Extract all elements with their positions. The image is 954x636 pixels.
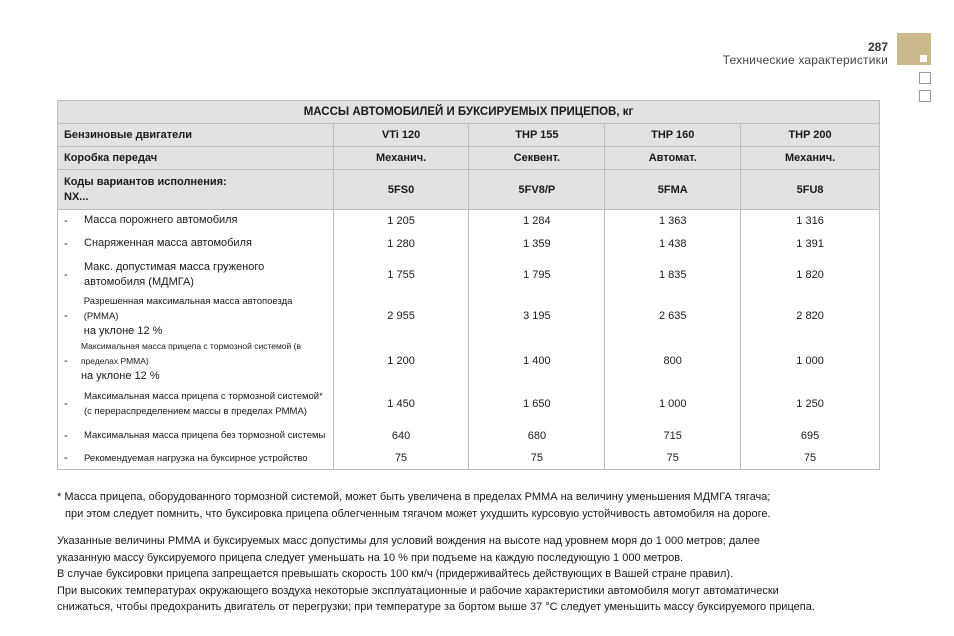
row-label-text: Максимальная масса прицепа с тормозной системой (в пределах РММА) <box>80 340 301 366</box>
section-tab-box <box>919 72 931 84</box>
table-cell: 1 280 <box>333 232 469 256</box>
row-dash: - <box>64 452 68 465</box>
table-cell: 1 284 <box>469 210 605 232</box>
notes-line: снижаться, чтобы предохранить двигатель от перегрузки; при температуре за бортом выше 37 °C следует уменьшить массу буксируемого прицепа. <box>57 601 815 613</box>
row-label-text: Макс. допустимая масса груженого <box>84 260 265 273</box>
row-label-text: на уклоне 12 % <box>83 324 163 337</box>
row-label <box>58 448 334 470</box>
table-cell: 1 205 <box>333 210 469 232</box>
section-title: Технические характеристики <box>722 53 888 67</box>
gearbox-label: Коробка передач <box>58 147 334 170</box>
row-dash: - <box>64 237 68 250</box>
row-label <box>58 232 334 256</box>
table-cell: 1 200 <box>333 339 469 384</box>
table-cell: 1 820 <box>741 256 880 294</box>
row-label <box>58 384 334 424</box>
table-row <box>58 424 880 448</box>
notes-line: Указанные величины РММА и буксируемых масс допустимы для условий вождения на высоте над уровнем моря до 1 000 метров; далее <box>57 535 761 547</box>
row-label-text: автомобиля (МДМГА) <box>84 275 194 288</box>
table-row <box>58 384 880 424</box>
table-cell: 1 391 <box>741 232 880 256</box>
table-title-row <box>58 101 880 124</box>
row-dash: - <box>64 397 68 410</box>
footnote-line: при этом следует помнить, что буксировка прицепа облегченным тягачом может ухудшить курсовую устойчивость автомобиля на дороге. <box>65 508 771 520</box>
table-row <box>58 210 880 232</box>
table-cell: 75 <box>605 448 741 470</box>
row-label <box>58 424 334 448</box>
row-label-text: Разрешенная максимальная масса автопоезда (РММА) <box>83 295 293 322</box>
codes-label-line: Коды вариантов исполнения: <box>64 175 227 188</box>
codes-label-line: NX... <box>64 190 89 203</box>
row-label <box>58 256 334 294</box>
table-row <box>58 256 880 294</box>
table-cell: 75 <box>333 448 469 470</box>
table-cell: 1 650 <box>469 384 605 424</box>
table-row <box>58 448 880 470</box>
gearbox-row <box>58 147 880 170</box>
engine-cell: VTi 120 <box>333 124 469 147</box>
page-number: 287 <box>867 40 888 54</box>
code-cell: 5FS0 <box>333 170 469 210</box>
table-cell: 2 955 <box>333 294 469 339</box>
weights-table <box>57 100 880 470</box>
table-cell: 3 195 <box>469 294 605 339</box>
table-cell: 680 <box>469 424 605 448</box>
table-cell: 75 <box>741 448 880 470</box>
table-cell: 1 000 <box>741 339 880 384</box>
table-cell: 1 316 <box>741 210 880 232</box>
row-label <box>58 339 334 384</box>
notes <box>57 533 887 616</box>
table-cell: 2 635 <box>605 294 741 339</box>
row-label-text: Снаряженная масса автомобиля <box>84 237 252 249</box>
table-cell: 1 438 <box>605 232 741 256</box>
row-dash: - <box>64 429 68 442</box>
row-label-text: Масса порожнего автомобиля <box>84 214 238 227</box>
table-cell: 1 359 <box>469 232 605 256</box>
notes-line: При высоких температурах окружающего воздуха некоторые эксплуатационные и рабочие характеристики автомобиля могут автоматически <box>57 584 779 597</box>
table-cell: 1 755 <box>333 256 469 294</box>
footnote-line: * Масса прицепа, оборудованного тормозной системой, может быть увеличена в пределах РММА на величину уменьшения МДМГА тягача; <box>57 491 771 503</box>
table-cell: 1 400 <box>469 339 605 384</box>
gearbox-cell: Механич. <box>741 147 880 170</box>
code-cell: 5FV8/P <box>469 170 605 210</box>
table-cell: 1 000 <box>605 384 741 424</box>
table-title: МАССЫ АВТОМОБИЛЕЙ И БУКСИРУЕМЫХ ПРИЦЕПОВ, кг <box>58 101 880 124</box>
engine-cell: THP 200 <box>741 124 880 147</box>
engine-cell: THP 155 <box>469 124 605 147</box>
table-row <box>58 294 880 339</box>
table-cell: 1 835 <box>605 256 741 294</box>
notes-line: указанную массу буксируемого прицепа следует уменьшать на 10 % при подъеме на каждую последующую 1 000 метров. <box>57 551 684 564</box>
row-label-text: Рекомендуемая нагрузка на буксирное устройство <box>84 452 308 464</box>
row-dash: - <box>64 268 68 281</box>
gearbox-cell: Автомат. <box>605 147 741 170</box>
table-cell: 1 363 <box>605 210 741 232</box>
table-cell: 1 795 <box>469 256 605 294</box>
engines-label: Бензиновые двигатели <box>58 124 334 147</box>
table-row <box>58 339 880 384</box>
footnote <box>57 489 887 523</box>
row-label-text: на уклоне 12 % <box>80 369 160 382</box>
row-dash: - <box>64 355 68 367</box>
row-label <box>58 210 334 232</box>
row-dash: - <box>64 310 68 322</box>
codes-row <box>58 170 880 210</box>
code-cell: 5FMA <box>605 170 741 210</box>
row-label-text: (с перераспределением массы в пределах РММА) <box>84 405 307 417</box>
code-cell: 5FU8 <box>741 170 880 210</box>
tab-marker-dot <box>920 55 927 62</box>
gearbox-cell: Секвент. <box>469 147 605 170</box>
table-cell: 1 450 <box>333 384 469 424</box>
table-cell: 640 <box>333 424 469 448</box>
table-row <box>58 232 880 256</box>
codes-label <box>58 170 334 210</box>
row-label-text: Максимальная масса прицепа без тормозной системы <box>84 430 326 441</box>
engine-cell: THP 160 <box>605 124 741 147</box>
table-cell: 715 <box>605 424 741 448</box>
table-cell: 800 <box>605 339 741 384</box>
notes-line: В случае буксировки прицепа запрещается превышать скорость 100 км/ч (придерживайтесь действующих в Вашей стране правил). <box>57 568 734 580</box>
row-label-text: Максимальная масса прицепа с тормозной системой* <box>84 390 323 402</box>
row-dash: - <box>64 214 68 227</box>
table-cell: 695 <box>741 424 880 448</box>
table-cell: 2 820 <box>741 294 880 339</box>
table-cell: 75 <box>469 448 605 470</box>
table-cell: 1 250 <box>741 384 880 424</box>
engines-row <box>58 124 880 147</box>
gearbox-cell: Механич. <box>333 147 469 170</box>
section-tab-box <box>919 90 931 102</box>
row-label <box>58 294 334 339</box>
